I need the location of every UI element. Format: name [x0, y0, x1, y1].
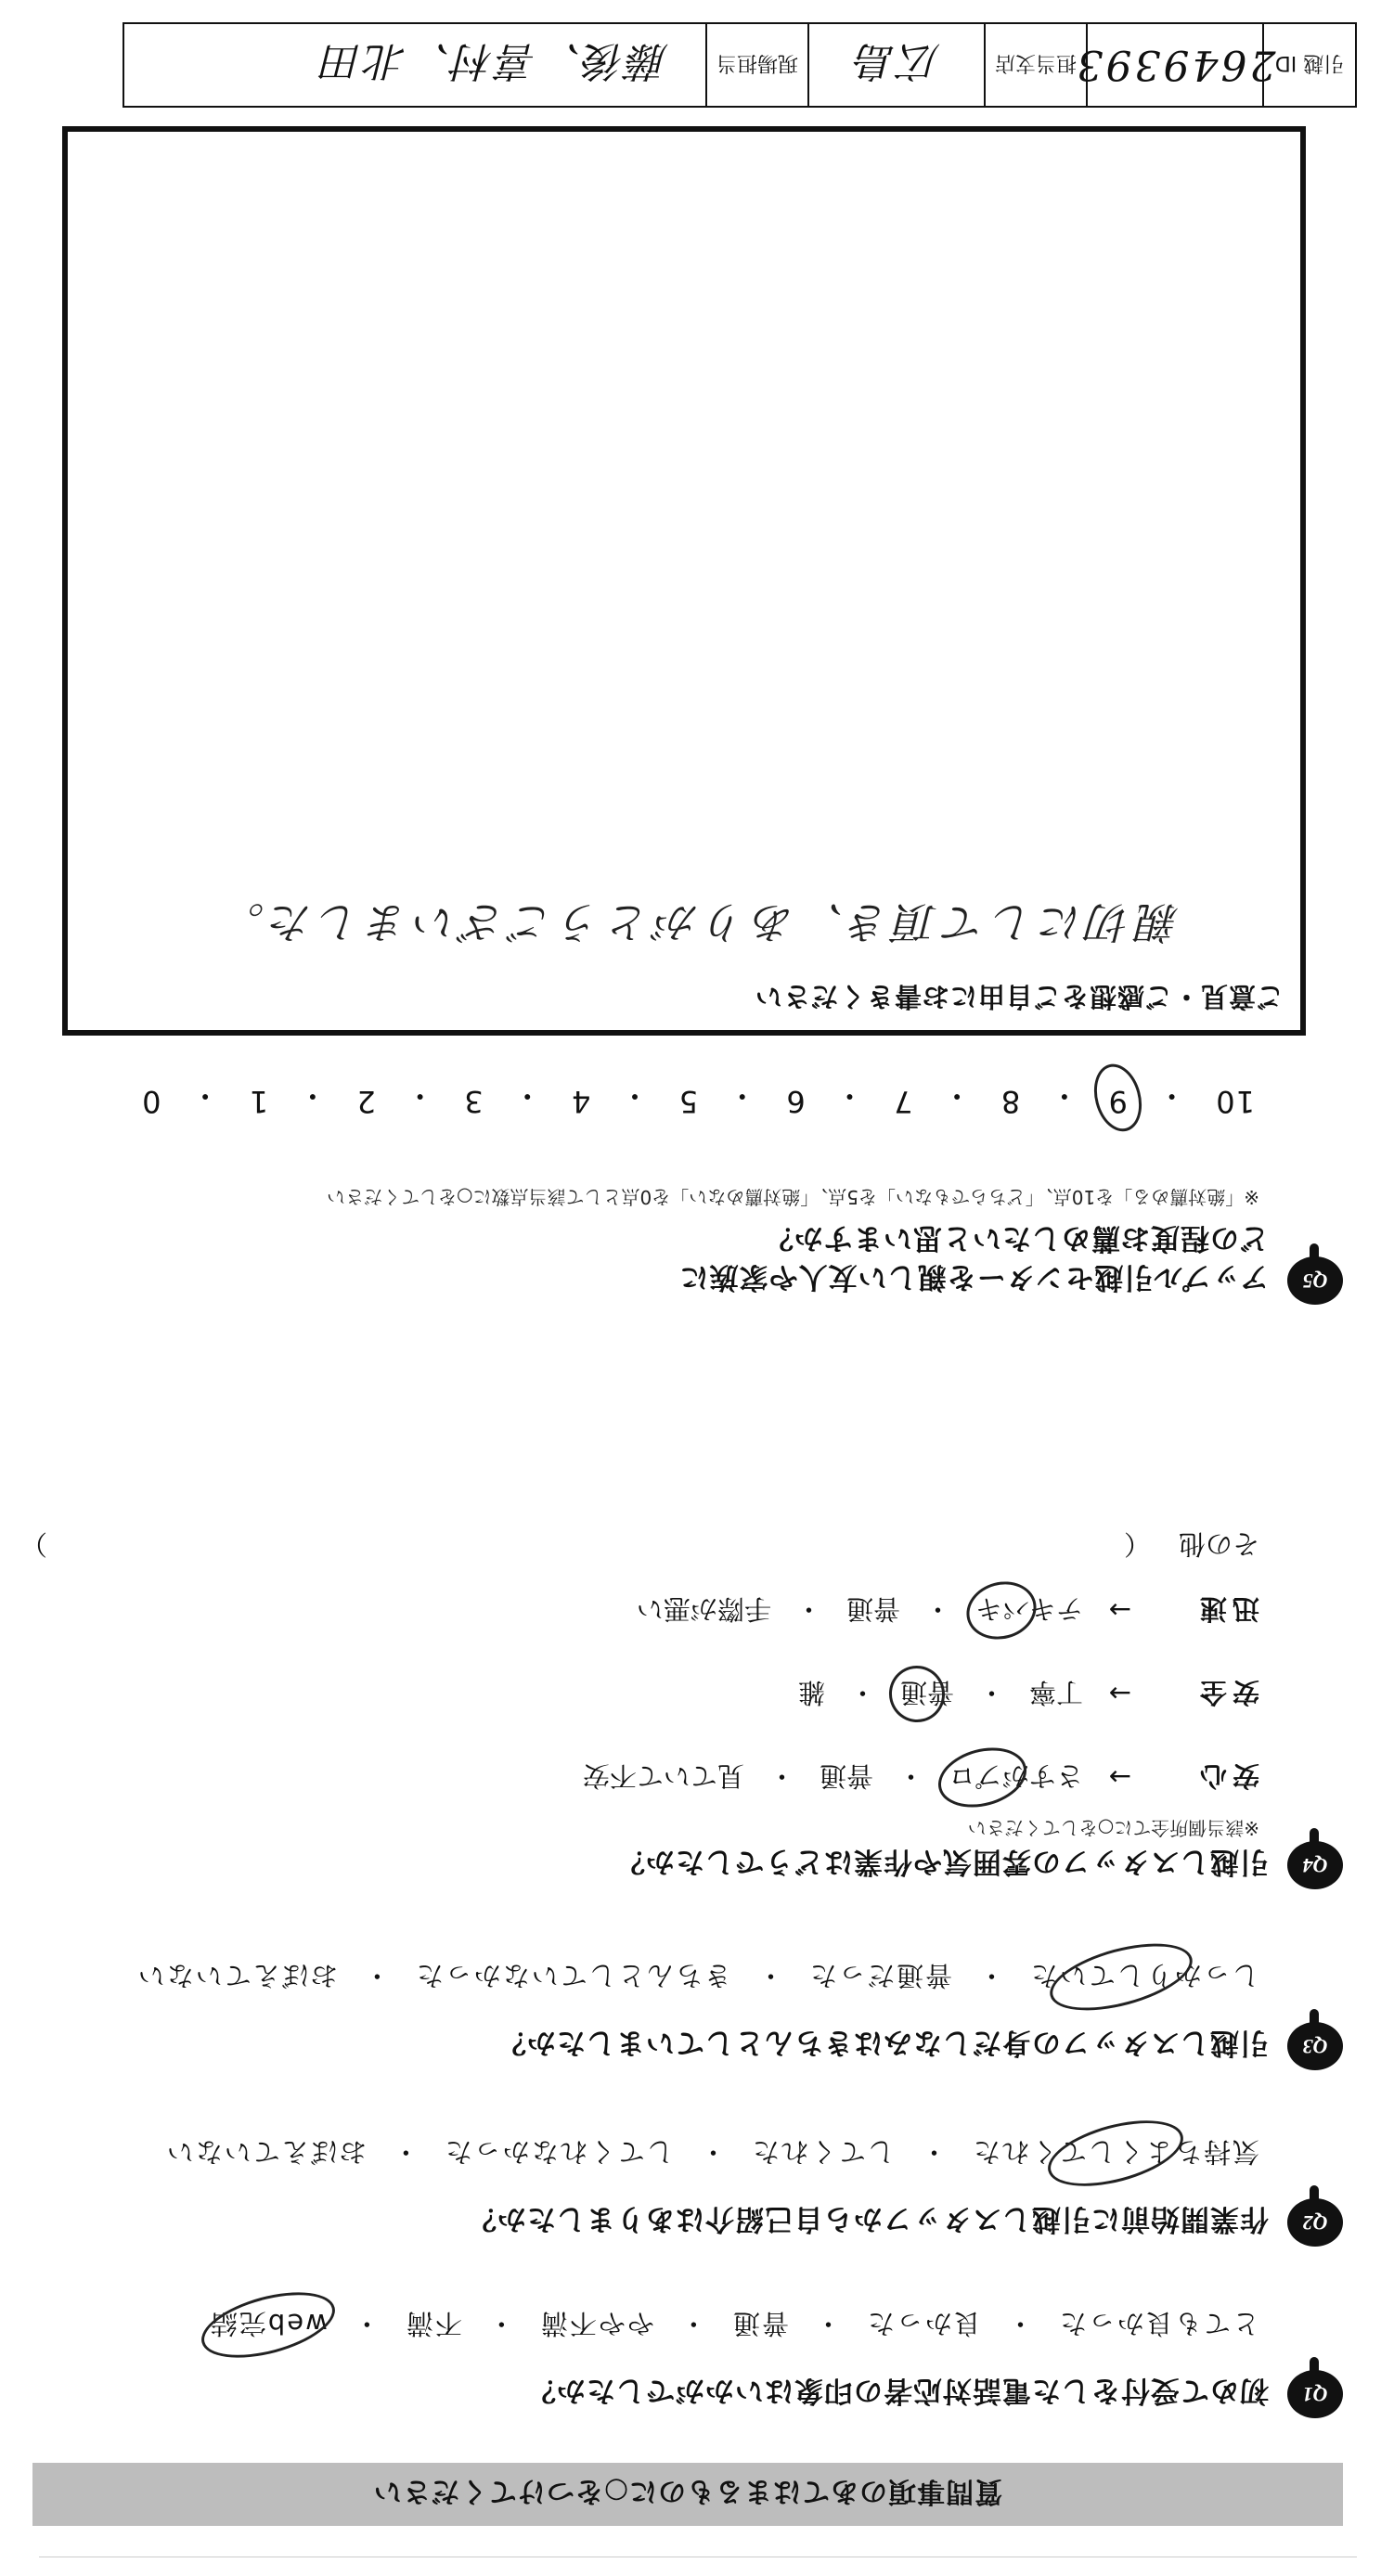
score-7[interactable]: 7 [893, 1084, 913, 1119]
score-2[interactable]: 2 [355, 1084, 376, 1119]
q5-text-line1: アップル引越センターを親しい友人や家族に [678, 1260, 1269, 1294]
q4-anzen-option-rough[interactable]: 雑 [797, 1677, 825, 1708]
q4-row-label: 安全 [1194, 1677, 1259, 1708]
q2-hand-circle [1041, 2108, 1191, 2199]
q4-other-row [20, 1526, 1259, 1565]
q3-option-neat[interactable]: しっかりしていた [1029, 1958, 1259, 1996]
staff-label: 現場担当 [705, 24, 807, 106]
q1-option-normal[interactable]: 普通 [730, 2308, 789, 2339]
q4-other-label: その他 [1178, 1528, 1259, 1560]
score-9[interactable]: 9 [1108, 1076, 1128, 1119]
q4-anzen-hand-circle [883, 1659, 951, 1728]
q3-option-normal[interactable]: 普通だった [807, 1960, 952, 1991]
score-6[interactable]: 6 [785, 1084, 806, 1119]
q4-row-label: 安心 [1194, 1760, 1259, 1792]
q4-bubble-icon: Q4 [1287, 1841, 1343, 1889]
score-3[interactable]: 3 [463, 1084, 484, 1119]
q4-jinsoku-option-quick[interactable]: テキパキ [975, 1591, 1083, 1629]
arrow-right-icon: → [1108, 1594, 1132, 1627]
q1-option-web[interactable]: web完結 [209, 2306, 328, 2344]
score-0[interactable]: 0 [141, 1084, 161, 1119]
q2-bubble-icon: Q2 [1287, 2198, 1343, 2247]
q3-options: しっかりしていた ・ 普通だった ・ きちんとしていなかった ・ おぼえていない [136, 1958, 1259, 1996]
q1-hand-circle [195, 2280, 342, 2370]
score-10[interactable]: 10 [1215, 1084, 1255, 1119]
q1-option-good[interactable]: 良かった [865, 2308, 981, 2339]
question-3 [25, 1931, 1343, 2070]
q4-other-close-paren: ） [19, 1528, 47, 1560]
q2-text: 作業開始前に引越しスタッフから自己紹介はありましたか？ [467, 2202, 1269, 2235]
arrow-right-icon: → [1108, 1678, 1132, 1710]
q3-bubble-icon: Q3 [1287, 2022, 1343, 2070]
question-1 [25, 2279, 1343, 2418]
q1-option-dissatisfied[interactable]: 不満 [404, 2308, 462, 2339]
comments-title: ご意見・ご感想をご自由にお書きください [754, 981, 1284, 1012]
q4-anshin-option-normal[interactable]: 普通 [819, 1760, 873, 1792]
move-id-value[interactable]: 2649393 [1086, 24, 1262, 106]
q4-anshin-option-pro[interactable]: さすがプロ [949, 1758, 1083, 1797]
question-2 [25, 2107, 1343, 2247]
q5-text-line2: どの程度お薦めしたいと思いますか？ [764, 1221, 1269, 1255]
branch-label: 担当支店 [984, 24, 1086, 106]
q1-option-very-good[interactable]: とても良かった [1057, 2308, 1259, 2339]
q2-option-did-not[interactable]: してくれなかった [443, 2136, 674, 2168]
q3-hand-circle [1043, 1931, 1199, 2024]
q4-row-label: 迅速 [1194, 1593, 1259, 1625]
q2-option-dont-remember[interactable]: おぼえていない [164, 2136, 367, 2168]
q4-other-open-paren: （ [1123, 1528, 1151, 1560]
q4-row-anshin: 安心 → さすがプロ ・ 普通 ・ 見ていて不安 [583, 1758, 1259, 1797]
arrow-right-icon: → [1108, 1761, 1132, 1794]
q4-jinsoku-option-normal[interactable]: 普通 [845, 1593, 900, 1625]
q4-note: ※該当個所全てに○をしてください [967, 1817, 1259, 1839]
comments-box[interactable] [62, 126, 1306, 1036]
question-5 [25, 1138, 1343, 1305]
q3-text: 引越しスタッフの身だしなみはきちんとしていましたか？ [497, 2026, 1269, 2059]
q2-option-pleasant[interactable]: 気持ちよくしてくれた [972, 2134, 1259, 2172]
q1-option-somewhat-dissatisfied[interactable]: やや不満 [538, 2308, 654, 2339]
score-8[interactable]: 8 [1000, 1084, 1021, 1119]
q1-bubble-icon: Q1 [1287, 2370, 1343, 2418]
q4-row-jinsoku: 迅速 → テキパキ ・ 普通 ・ 手際が悪い [637, 1591, 1259, 1629]
move-id-label: 引越 ID [1262, 24, 1355, 106]
q5-score-scale: 10 ・ 9 ・ 8 ・ 7 ・ 6 ・ 5 ・ 4 ・ 3 ・ 2 ・ 1 ・ 0 [141, 1076, 1255, 1119]
q2-option-did[interactable]: してくれた [750, 2136, 895, 2168]
q5-hand-circle [1087, 1059, 1149, 1137]
q1-options: とても良かった ・ 良かった ・ 普通 ・ やや不満 ・ 不満 ・ web完結 [209, 2306, 1259, 2344]
q3-option-not-neat[interactable]: きちんとしていなかった [414, 1960, 731, 1991]
handwritten-comment: 親切にして頂き、ありがとうございました。 [215, 897, 1180, 947]
q4-anzen-option-normal[interactable]: 普通 [900, 1675, 954, 1713]
q4-anshin-option-anxious[interactable]: 見ていて不安 [582, 1760, 744, 1792]
score-4[interactable]: 4 [570, 1084, 591, 1119]
q4-row-anzen: 安全 → 丁寧 ・ 普通 ・ 雑 [798, 1675, 1259, 1713]
q4-text: 引越しスタッフの雰囲気や作業はどうでしたか？ [615, 1845, 1269, 1878]
q4-anshin-hand-circle [932, 1738, 1033, 1816]
q5-bubble-icon: Q5 [1287, 1256, 1343, 1305]
question-4 [19, 1528, 1343, 1889]
q4-jinsoku-hand-circle [960, 1574, 1042, 1647]
score-5[interactable]: 5 [678, 1084, 699, 1119]
q4-jinsoku-option-clumsy[interactable]: 手際が悪い [636, 1593, 771, 1625]
branch-value[interactable]: 広島 [807, 24, 984, 106]
id-table [123, 22, 1357, 108]
staff-value[interactable]: 藤後、喜村、北田 [319, 37, 668, 84]
q4-anzen-option-careful[interactable]: 丁寧 [1028, 1677, 1083, 1708]
q5-note: ※「絶対薦める」を10点、「どちらでもない」を5点、「絶対薦めない」を0点として該当点数に○をしてください [327, 1186, 1259, 1208]
q2-options: 気持ちよくしてくれた ・ してくれた ・ してくれなかった ・ おぼえていない [165, 2134, 1259, 2172]
score-1[interactable]: 1 [248, 1084, 269, 1119]
q1-text: 初めて受付をした電話対応者の印象はいかがでしたか？ [526, 2374, 1269, 2407]
q3-option-dont-remember[interactable]: おぼえていない [136, 1960, 338, 1991]
instruction-banner: 質問事項のあてはまるものに○をつけてください [32, 2463, 1343, 2526]
